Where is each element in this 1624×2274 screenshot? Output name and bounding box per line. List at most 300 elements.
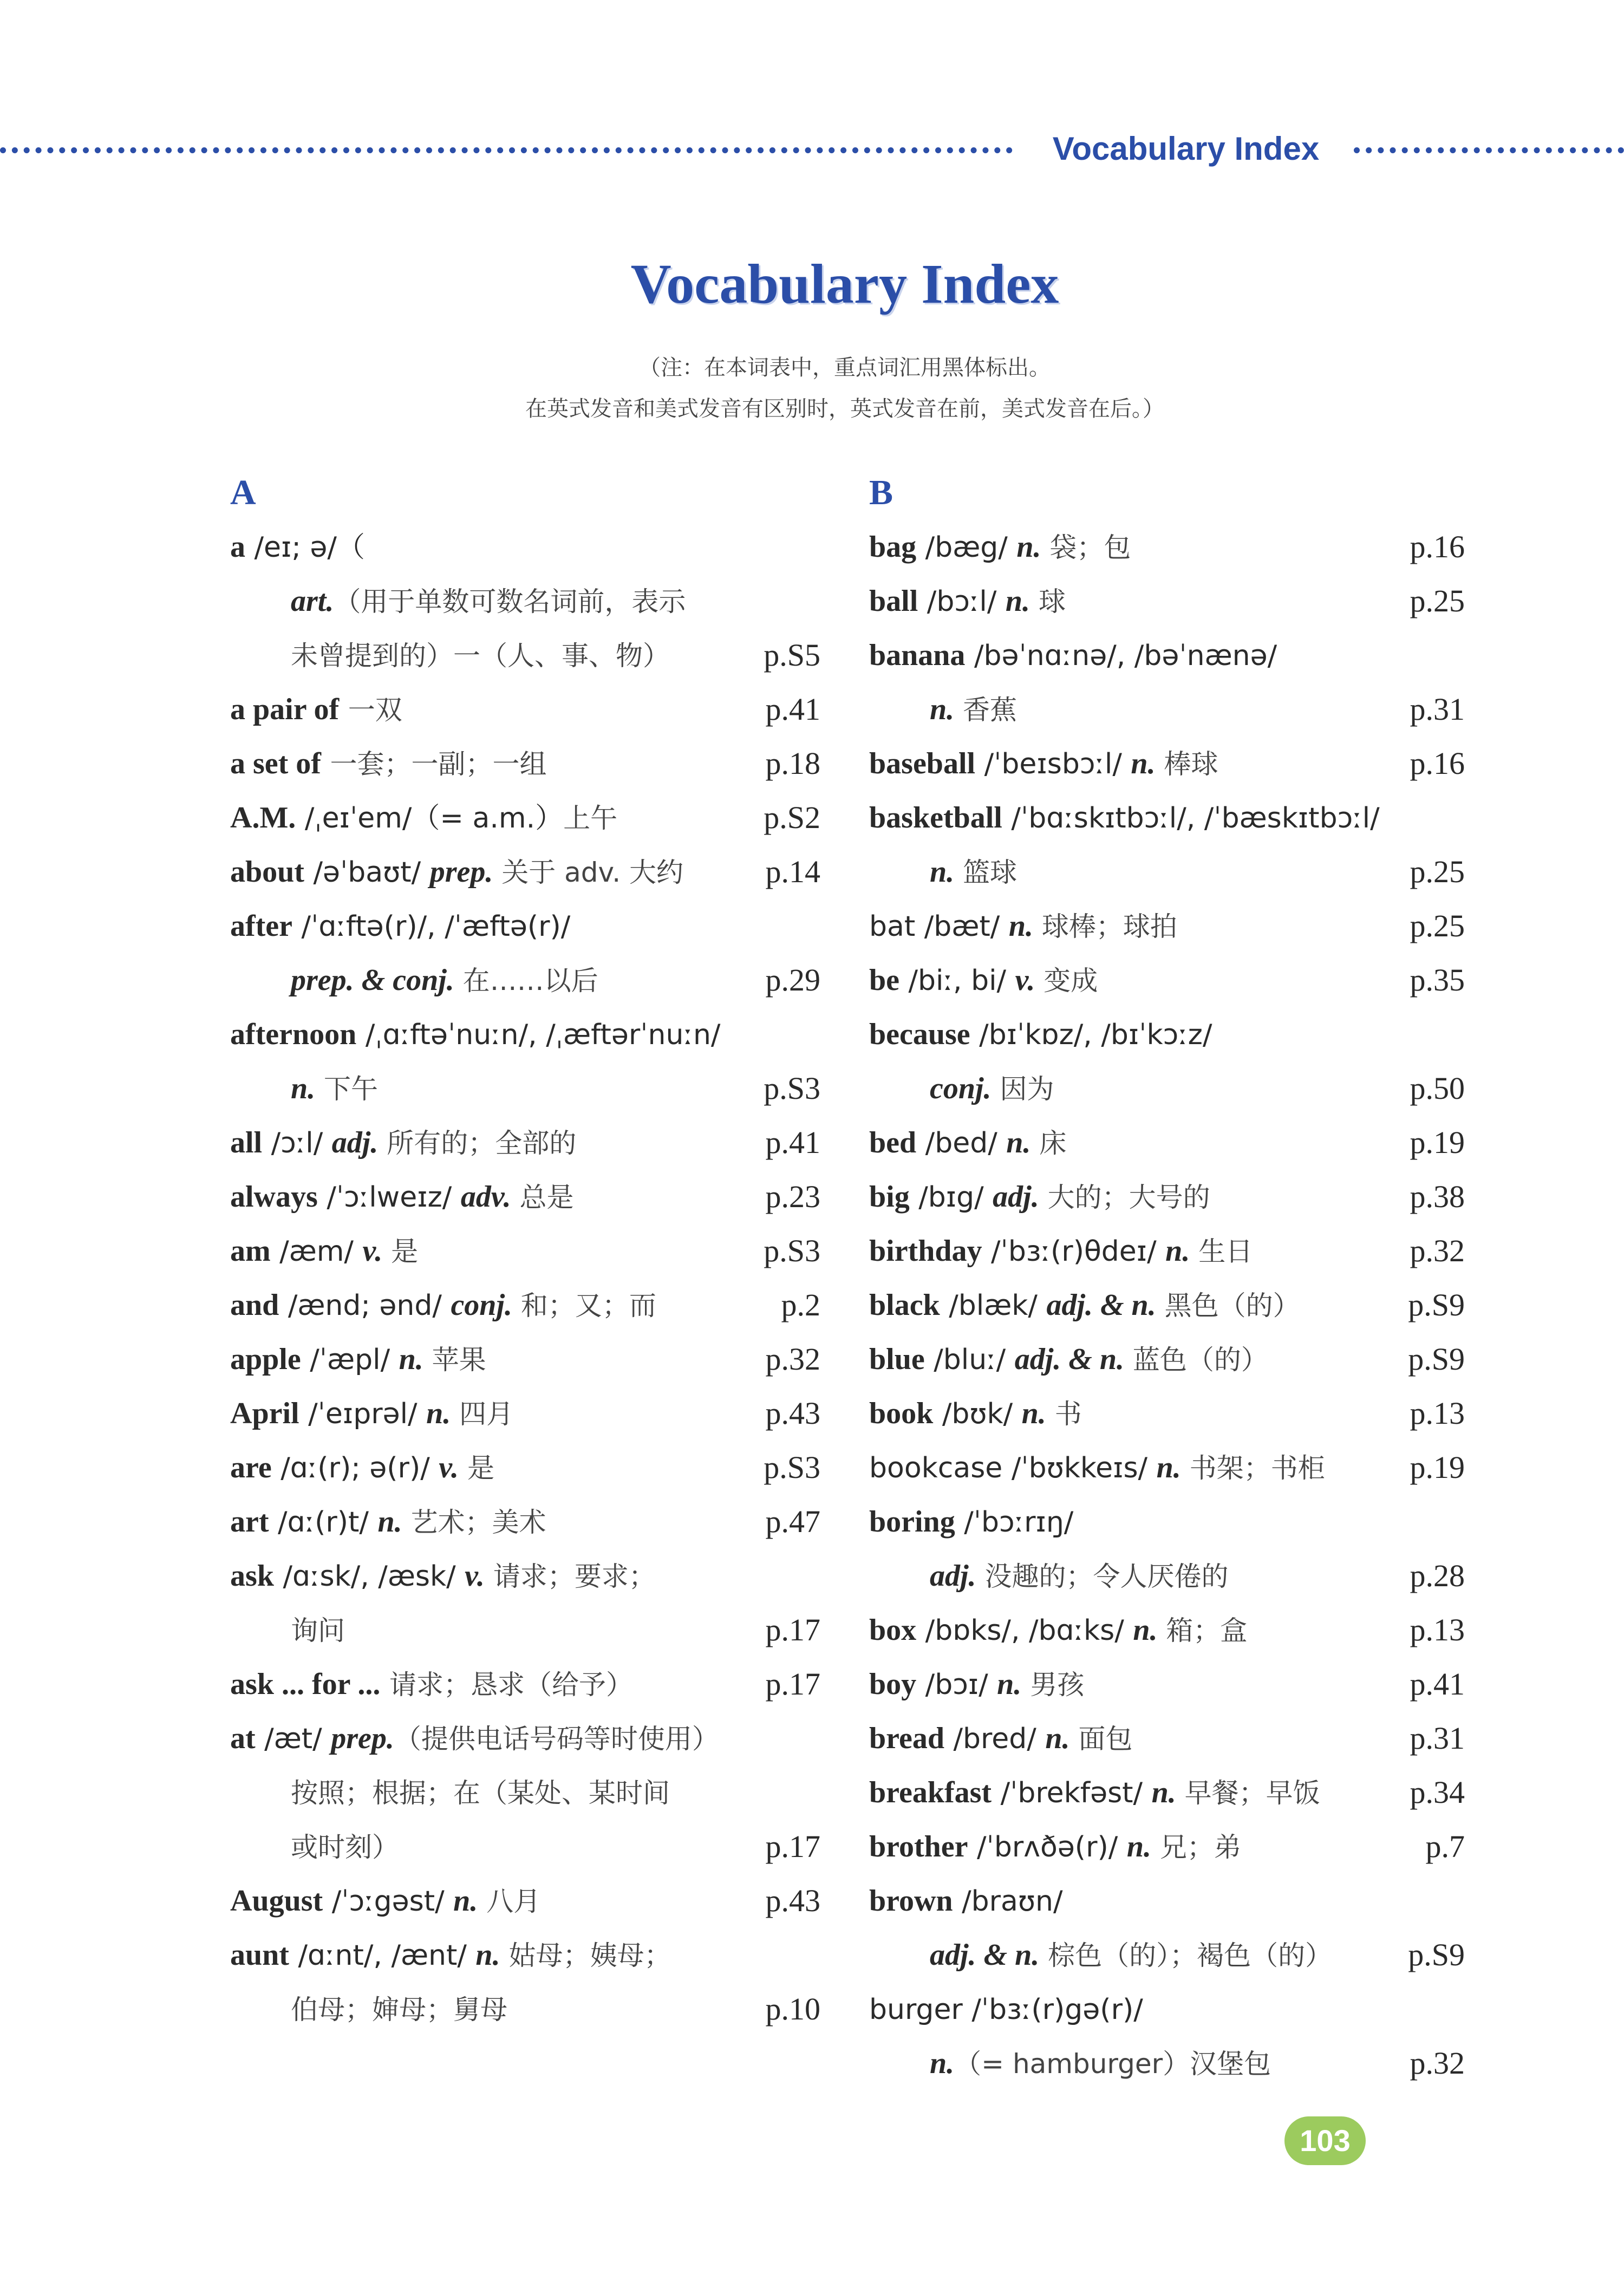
part-of-speech: n. [1006, 1126, 1031, 1159]
definition: 床 [1031, 1128, 1067, 1159]
pronunciation: /ɔːl/ [262, 1127, 332, 1159]
definition: 询问 [291, 1615, 345, 1646]
entry-line [230, 520, 820, 574]
definition: 早餐；早饭 [1176, 1777, 1320, 1809]
section-letter: A [230, 473, 256, 512]
entry-text [230, 1495, 546, 1549]
entry-line [230, 845, 820, 899]
page-ref: p.38 [1410, 1179, 1465, 1214]
page-title: Vocabulary Index [630, 253, 1059, 315]
entry-line [869, 1386, 1465, 1441]
headword: am [230, 1234, 271, 1268]
pronunciation: /bəˈnɑːnə/, /bəˈnænə/ [965, 640, 1277, 672]
entry-text [869, 1224, 1253, 1279]
entry-text [230, 1007, 720, 1062]
pronunciation: /blæk/ [940, 1289, 1047, 1322]
running-head-title: Vocabulary Index [1052, 131, 1320, 167]
pronunciation: /ˈɔːlweɪz/ [317, 1181, 461, 1214]
headword: bag [869, 530, 917, 564]
part-of-speech: n. [1045, 1722, 1070, 1755]
entry-line [869, 953, 1465, 1007]
dotted-rule-left [0, 147, 1013, 153]
definition: 黑色（的） [1156, 1290, 1300, 1321]
headword: big [869, 1180, 910, 1214]
entry-text [230, 737, 546, 791]
pronunciation: /ˈbɜː(r)θdeɪ/ [982, 1235, 1166, 1268]
entry-line [230, 1170, 820, 1224]
page-ref: p.19 [1410, 1125, 1465, 1160]
pronunciation: bat /bæt/ [869, 910, 1009, 943]
part-of-speech: v. [439, 1451, 459, 1484]
pronunciation: /ɑːnt/, /ænt/ [289, 1939, 476, 1972]
part-of-speech: n. [930, 2047, 955, 2080]
entry-line [230, 1928, 820, 1982]
pronunciation: /bɒks/, /bɑːks/ [916, 1614, 1133, 1647]
page-ref: p.2 [781, 1287, 820, 1322]
entry-text [291, 1982, 507, 2037]
headword: bed [869, 1126, 917, 1159]
entry-text [869, 1278, 1300, 1333]
entry-text [230, 1874, 540, 1928]
definition: 四月 [451, 1398, 514, 1430]
part-of-speech: adj. [930, 1559, 976, 1593]
headword: boring [869, 1505, 955, 1539]
headword: ask [230, 1559, 274, 1593]
entry-line [869, 737, 1465, 791]
pronunciation: /ˈɔːgəst/ [323, 1885, 454, 1918]
page-ref: p.50 [1410, 1071, 1465, 1106]
entry-text [869, 1603, 1247, 1658]
entry-text [869, 1441, 1325, 1495]
part-of-speech: n. [1133, 1613, 1158, 1647]
entry-line [230, 791, 820, 845]
definition: 八月 [478, 1886, 541, 1917]
entry-text [930, 1549, 1228, 1604]
note-line-1: （注：在本词表中，重点词汇用黑体标出。 [639, 355, 1051, 380]
definition: 没趣的；令人厌倦的 [976, 1561, 1229, 1592]
pronunciation: /bɔːl/ [918, 585, 1006, 618]
headword: are [230, 1451, 272, 1484]
definition: 和；又；而 [512, 1290, 656, 1321]
page-ref: p.17 [765, 1612, 820, 1647]
entry-text [230, 791, 617, 845]
pronunciation: /ˈbɑːskɪtbɔːl/, /ˈbæskɪtbɔːl/ [1002, 802, 1380, 835]
entry-text [869, 1495, 1073, 1549]
entry-line [230, 1386, 820, 1441]
entry-text [291, 953, 598, 1008]
entry-line [230, 1549, 820, 1603]
definition: （= hamburger）汉堡包 [954, 2048, 1271, 2080]
entry-line [230, 1765, 820, 1820]
definition: 一双 [348, 694, 402, 726]
page-ref: p.31 [1410, 692, 1465, 727]
pronunciation: /ˈbrekfəst/ [992, 1777, 1152, 1809]
part-of-speech: n. [1021, 1397, 1046, 1430]
entry-line [869, 1928, 1465, 1982]
definition: 棕色（的）；褐色（的） [1039, 1940, 1333, 1971]
definition: 总是 [511, 1182, 574, 1213]
entry-line [869, 791, 1465, 845]
entry-line [869, 1278, 1465, 1332]
entry-line [869, 1061, 1465, 1116]
pronunciation: /ˌeɪˈem/（= a.m.） [296, 802, 564, 835]
definition: 球棒；球拍 [1033, 911, 1177, 942]
entry-line [230, 628, 820, 682]
pronunciation: /ɑː(r); ə(r)/ [271, 1452, 439, 1484]
page-ref: p.47 [765, 1504, 820, 1539]
page-ref: p.17 [765, 1666, 820, 1702]
entry-text [230, 1928, 671, 1983]
entry-line [869, 1874, 1465, 1928]
entry-text [869, 1711, 1132, 1766]
page-ref: p.43 [765, 1883, 820, 1918]
headword: about [230, 855, 304, 889]
definition: 按照；根据；在（某处、某时间 [291, 1777, 670, 1809]
page-ref: p.29 [765, 962, 820, 998]
headword: after [230, 909, 293, 943]
page-ref: p.16 [1410, 746, 1465, 781]
pronunciation [321, 748, 330, 780]
entry-line [230, 737, 820, 791]
entry-text [869, 1982, 1143, 2037]
pronunciation: /ɑː(r)t/ [269, 1506, 378, 1539]
definition: 篮球 [954, 857, 1018, 888]
dotted-rule-right [1354, 147, 1624, 153]
headword: A.M. [230, 801, 296, 835]
pronunciation: /bed/ [916, 1127, 1007, 1159]
part-of-speech: conj. [451, 1288, 512, 1322]
headword: bread [869, 1722, 944, 1755]
entry-line [869, 2036, 1465, 2090]
definition: 所有的；全部的 [378, 1128, 577, 1159]
entry-line [869, 1657, 1465, 1711]
entry-line [869, 1495, 1465, 1549]
part-of-speech: adj. [331, 1126, 379, 1159]
pronunciation: /ˌɑːftəˈnuːn/, /ˌæftərˈnuːn/ [356, 1019, 721, 1051]
part-of-speech: prep. & conj. [291, 963, 454, 997]
entry-text [230, 1116, 576, 1170]
definition: 书架；书柜 [1181, 1452, 1325, 1484]
pronunciation: /ɑːsk/, /æsk/ [273, 1560, 465, 1593]
headword: a pair of [230, 693, 340, 726]
entry-text [869, 1170, 1210, 1224]
entry-text [869, 1007, 1212, 1062]
entry-text [869, 1874, 1062, 1928]
entry-text [869, 1820, 1241, 1874]
entry-text [230, 1549, 656, 1604]
entry-text [930, 1061, 1054, 1116]
entry-text [291, 1603, 345, 1658]
part-of-speech: n. [1156, 1451, 1181, 1484]
page-ref: p.25 [1410, 854, 1465, 889]
page-ref: p.13 [1410, 1396, 1465, 1431]
page-ref: p.32 [1410, 2045, 1465, 2081]
headword: breakfast [869, 1776, 992, 1809]
entry-text [230, 520, 365, 575]
entry-line [230, 574, 820, 628]
part-of-speech: prep. [331, 1722, 394, 1755]
definition: 下午 [315, 1073, 379, 1105]
headword: ball [869, 584, 918, 618]
pronunciation: /bred/ [944, 1723, 1046, 1755]
part-of-speech: adj. & n. [1046, 1288, 1156, 1322]
entry-line [869, 1982, 1465, 2036]
entry-line [869, 1007, 1465, 1061]
pronunciation: /bæg/ [916, 531, 1017, 564]
part-of-speech: v. [1015, 963, 1035, 997]
definition: 大的；大号的 [1039, 1182, 1210, 1213]
part-of-speech: n. [426, 1397, 451, 1430]
definition: 上午 [563, 803, 618, 834]
page-ref: p.S9 [1408, 1287, 1465, 1322]
headword: afternoon [230, 1018, 357, 1051]
part-of-speech: n. [997, 1667, 1022, 1701]
definition: 关于 adv. 大约 [493, 857, 684, 888]
page-ref: p.17 [765, 1829, 820, 1864]
headword: a set of [230, 747, 321, 780]
entry-line [869, 574, 1465, 628]
page-ref: p.14 [765, 854, 820, 889]
page-ref: p.13 [1410, 1612, 1465, 1647]
entry-line [230, 1603, 820, 1657]
headword: and [230, 1288, 279, 1322]
definition: 因为 [991, 1073, 1054, 1105]
headword: at [230, 1722, 256, 1755]
entry-line [869, 520, 1465, 574]
page-ref: p.S3 [764, 1233, 820, 1268]
entry-line [869, 845, 1465, 899]
definition: 请求；要求； [484, 1561, 656, 1592]
entry-line [869, 1224, 1465, 1278]
page-ref: p.43 [765, 1396, 820, 1431]
page-ref: p.S3 [764, 1071, 820, 1106]
definition: 未曾提到的）一（人、事、物） [291, 640, 670, 672]
definition: 箱；盒 [1157, 1615, 1248, 1646]
entry-text [230, 1224, 418, 1279]
pronunciation [380, 1669, 389, 1701]
page-ref: p.32 [765, 1341, 820, 1377]
pronunciation: bookcase /ˈbʊkkeɪs/ [869, 1452, 1157, 1484]
part-of-speech: n. [291, 1072, 316, 1105]
pronunciation: /ænd; ənd/ [279, 1289, 451, 1322]
definition: 球 [1030, 586, 1066, 617]
page-ref: p.25 [1410, 908, 1465, 943]
headword: brother [869, 1830, 968, 1863]
page-ref: p.34 [1410, 1775, 1465, 1810]
part-of-speech: n. [475, 1938, 500, 1972]
part-of-speech: n. [1016, 530, 1041, 564]
definition: 请求；恳求（给予） [389, 1669, 633, 1700]
part-of-speech: adj. [993, 1180, 1039, 1214]
part-of-speech: v. [465, 1559, 485, 1593]
entry-line [230, 1982, 820, 2036]
entry-text [869, 791, 1380, 845]
headword: ask ... for ... [230, 1667, 381, 1701]
entry-line [230, 1116, 820, 1170]
part-of-speech: n. [1005, 584, 1031, 618]
definition: 蓝色（的） [1124, 1344, 1268, 1376]
pronunciation: /ˈæpl/ [301, 1344, 399, 1376]
headword: birthday [869, 1234, 982, 1268]
entry-text [869, 520, 1131, 575]
headword: all [230, 1126, 263, 1159]
entry-text [869, 1116, 1066, 1170]
definition: 或时刻） [291, 1832, 399, 1863]
entry-text [230, 1386, 513, 1441]
entry-line [230, 1061, 820, 1116]
part-of-speech: prep. [429, 855, 493, 889]
pronunciation: /bɔɪ/ [916, 1669, 997, 1701]
entry-text [230, 682, 402, 737]
definition: 棒球 [1155, 748, 1218, 780]
pronunciation: /eɪ; ə/（ [245, 531, 365, 564]
definition: 生日 [1190, 1236, 1253, 1267]
entry-text [869, 737, 1218, 791]
headword: be [869, 963, 899, 997]
page-ref: p.23 [765, 1179, 820, 1214]
page-ref: p.S5 [764, 637, 820, 673]
pronunciation: /ˈɑːftə(r)/, /ˈæftə(r)/ [292, 910, 571, 943]
page-ref: p.41 [1410, 1666, 1465, 1702]
page-ref: p.25 [1410, 583, 1465, 618]
entry-text [230, 899, 570, 954]
entry-line [230, 1495, 820, 1549]
entry-text [230, 845, 683, 900]
pronunciation: /bɪˈkɒz/, /bɪˈkɔːz/ [970, 1019, 1212, 1051]
entry-text [291, 574, 686, 629]
part-of-speech: n. [1151, 1776, 1176, 1809]
page-number-badge: 103 [1284, 2116, 1366, 2165]
pronunciation: /bʊk/ [933, 1398, 1022, 1430]
entry-text [930, 682, 1017, 737]
column-b [869, 466, 1465, 2090]
headword: art [230, 1505, 269, 1539]
entry-text [291, 1061, 378, 1116]
part-of-speech: adj. & n. [930, 1938, 1040, 1972]
entry-line [230, 1874, 820, 1928]
part-of-speech: n. [930, 855, 955, 889]
part-of-speech: n. [399, 1343, 423, 1376]
entry-text [230, 1170, 574, 1224]
definition: 艺术；美术 [402, 1507, 546, 1538]
entry-text [230, 1657, 633, 1712]
page-ref: p.S9 [1408, 1341, 1465, 1377]
entry-text [291, 1820, 399, 1874]
headword: April [230, 1397, 299, 1430]
page-ref: p.16 [1410, 529, 1465, 564]
part-of-speech: adj. & n. [1014, 1343, 1124, 1376]
part-of-speech: adv. [460, 1180, 511, 1214]
entry-line [869, 1603, 1465, 1657]
definition: 在……以后 [454, 965, 598, 996]
definition: 书 [1046, 1398, 1082, 1430]
entry-line [869, 1332, 1465, 1386]
part-of-speech: conj. [930, 1072, 992, 1105]
headword: box [869, 1613, 917, 1647]
entry-line [230, 682, 820, 737]
page-ref: p.31 [1410, 1721, 1465, 1756]
entry-line [869, 1441, 1465, 1495]
pronunciation: /ˈbeɪsbɔːl/ [975, 748, 1131, 780]
entry-text [930, 2036, 1271, 2091]
entry-line [869, 1549, 1465, 1603]
headword: a [230, 530, 245, 564]
definition: 姑母；姨母； [500, 1940, 671, 1971]
part-of-speech: n. [1165, 1234, 1190, 1268]
pronunciation: /bɪg/ [909, 1181, 993, 1214]
part-of-speech: art. [291, 584, 334, 618]
pronunciation: /braʊn/ [953, 1885, 1063, 1918]
entry-line [230, 1657, 820, 1711]
part-of-speech: n. [377, 1505, 402, 1539]
headword: black [869, 1288, 940, 1322]
definition: 兄；弟 [1151, 1832, 1241, 1863]
entry-text [869, 953, 1098, 1008]
entry-text [230, 1441, 494, 1495]
definition: 变成 [1035, 965, 1098, 996]
entry-line [869, 1170, 1465, 1224]
page-ref: p.41 [765, 1125, 820, 1160]
definition: （用于单数可数名词前，表示 [334, 586, 686, 617]
entry-text [230, 1278, 656, 1333]
page-ref: p.S2 [764, 800, 820, 835]
page-ref: p.7 [1425, 1829, 1465, 1864]
entry-text [869, 1657, 1084, 1712]
headword: baseball [869, 747, 976, 780]
pronunciation: /æm/ [270, 1235, 363, 1268]
headword: basketball [869, 801, 1002, 835]
entry-line [869, 1765, 1465, 1820]
headword: because [869, 1018, 970, 1051]
entry-text [869, 899, 1177, 954]
entry-line [230, 1007, 820, 1061]
headword: always [230, 1180, 318, 1214]
page-ref: p.18 [765, 746, 820, 781]
entry-line [230, 953, 820, 1007]
running-header [0, 130, 1624, 168]
part-of-speech: n. [1131, 747, 1156, 780]
headword: August [230, 1884, 323, 1918]
pronunciation: /biː, bi/ [899, 965, 1015, 997]
pronunciation: /ˈbrʌðə(r)/ [968, 1831, 1127, 1863]
headword: apple [230, 1343, 301, 1376]
headword: blue [869, 1343, 925, 1376]
part-of-speech: n. [1008, 909, 1033, 943]
entry-line [230, 1278, 820, 1332]
entry-text [291, 1765, 670, 1820]
pronunciation: /æt/ [255, 1723, 331, 1755]
entry-line [230, 1441, 820, 1495]
definition: （提供电话号码等时使用） [394, 1723, 719, 1755]
definition: 苹果 [423, 1344, 486, 1376]
definition: 一套；一副；一组 [330, 748, 547, 780]
part-of-speech: n. [930, 693, 955, 726]
entry-line [869, 682, 1465, 737]
page-ref: p.28 [1410, 1558, 1465, 1593]
headword: boy [869, 1667, 917, 1701]
entry-text [869, 1332, 1268, 1387]
pronunciation: /əˈbaʊt/ [304, 856, 430, 889]
entry-text [869, 1765, 1320, 1820]
entry-line [230, 899, 820, 953]
headword: aunt [230, 1938, 289, 1972]
entry-line [230, 1332, 820, 1386]
definition: 面包 [1069, 1723, 1133, 1755]
entry-text [291, 628, 670, 683]
page-ref: p.41 [765, 692, 820, 727]
definition: 袋；包 [1041, 532, 1131, 563]
entry-text [930, 1928, 1332, 1983]
